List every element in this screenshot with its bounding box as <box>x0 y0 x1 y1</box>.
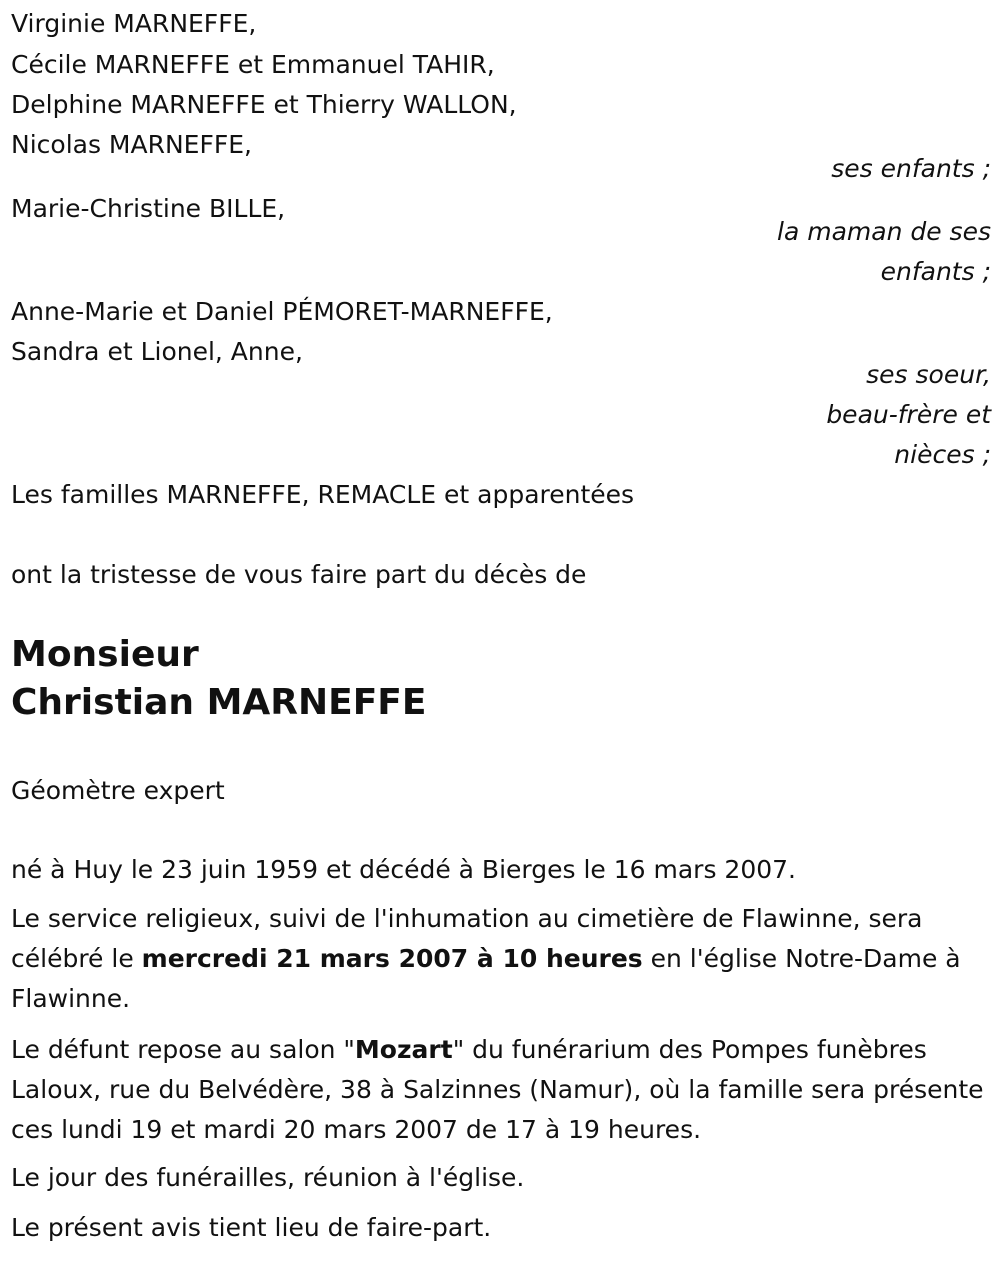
deceased-title: Monsieur <box>11 634 199 675</box>
salon-name: Mozart <box>354 1035 453 1064</box>
birth-death-line: né à Huy le 23 juin 1959 et décédé à Bierges le 16 mars 2007. <box>11 855 796 884</box>
service-text-end: en l'église Notre-Dame à Flawinne. <box>11 944 961 1013</box>
meeting-line: Le jour des funérailles, réunion à l'église. <box>11 1163 525 1192</box>
rest-text: Le défunt repose au salon " <box>11 1035 355 1064</box>
profession-line: Géomètre expert <box>11 776 225 805</box>
notice-line: Le présent avis tient lieu de faire-part. <box>11 1213 492 1242</box>
sibling-line: Anne-Marie et Daniel PÉMORET-MARNEFFE, <box>11 297 553 326</box>
rest-paragraph <box>11 1030 991 1150</box>
child-line: Virginie MARNEFFE, <box>11 9 257 38</box>
siblings-role-1: ses soeur, <box>866 360 991 389</box>
mother-role-1: la maman de ses <box>777 217 991 246</box>
sibling-line: Sandra et Lionel, Anne, <box>11 337 303 366</box>
rest-text-end: " du funérarium des Pompes funèbres Laloux, rue du Belvédère, 38 à Salzinnes (Namur), où la famille sera présente ces lundi 19 et mardi 20 mars 2007 de 17 à 19 heures. <box>11 1035 984 1144</box>
child-line: Nicolas MARNEFFE, <box>11 130 252 159</box>
child-line: Cécile MARNEFFE et Emmanuel TAHIR, <box>11 50 495 79</box>
mother-line: Marie-Christine BILLE, <box>11 194 286 223</box>
families-line: Les familles MARNEFFE, REMACLE et apparentées <box>11 480 635 509</box>
siblings-role-3: nièces ; <box>894 440 991 469</box>
announcement-line: ont la tristesse de vous faire part du décès de <box>11 560 587 589</box>
mother-role-2: enfants ; <box>880 257 991 286</box>
service-date: mercredi 21 mars 2007 à 10 heures <box>141 944 643 973</box>
siblings-role-2: beau-frère et <box>826 400 991 429</box>
child-line: Delphine MARNEFFE et Thierry WALLON, <box>11 90 517 119</box>
service-text: Le service religieux, suivi de l'inhumation au cimetière de Flawinne, sera célébré le <box>11 904 923 973</box>
children-role: ses enfants ; <box>831 154 991 183</box>
deceased-name: Christian MARNEFFE <box>11 682 427 723</box>
service-paragraph <box>11 899 991 1019</box>
